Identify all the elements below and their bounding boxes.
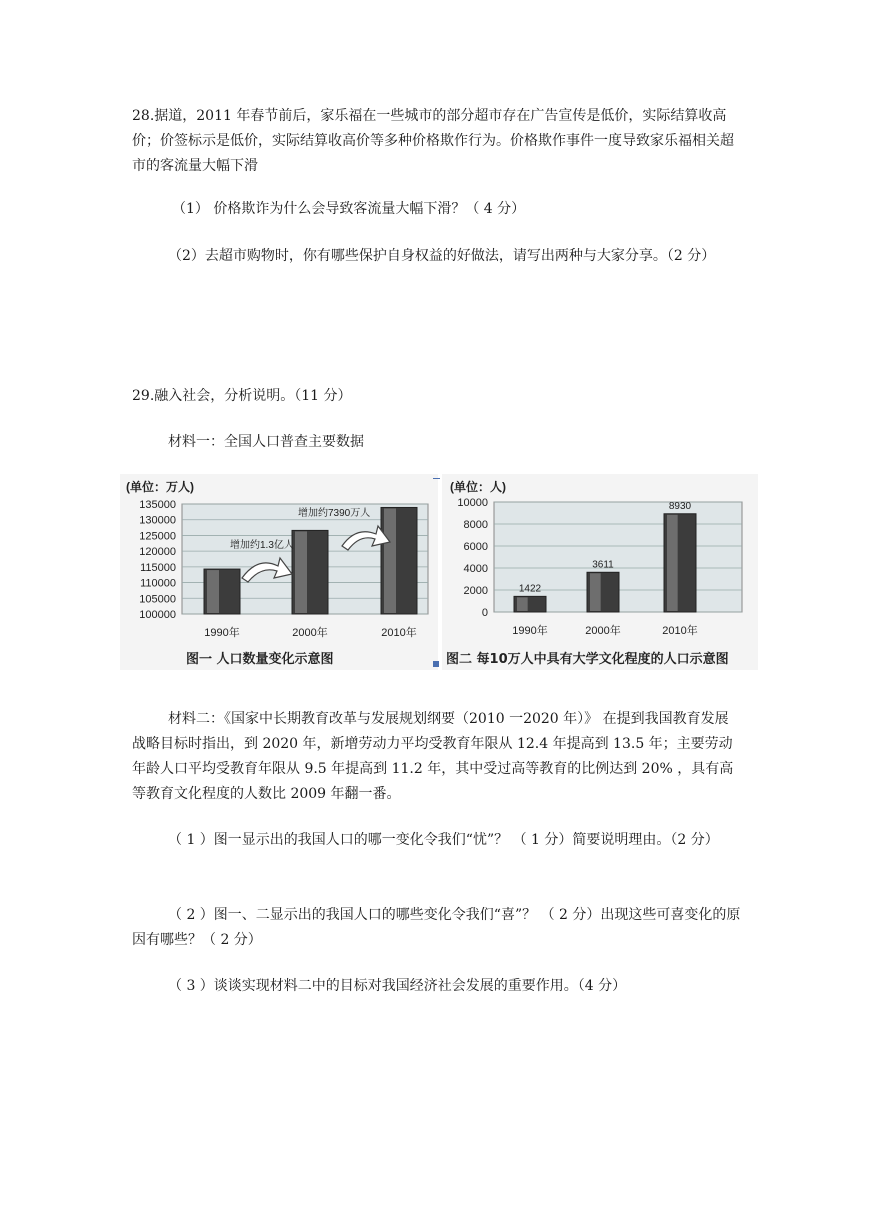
c1-ytick-label: 130000	[139, 514, 176, 527]
c1-ytick-label: 135000	[139, 499, 176, 511]
c2-xtick-label: 2000年	[585, 625, 621, 637]
q29-sub2: （ 2 ）图一、二显示出的我国人口的哪些变化令我们“喜”？ （ 2 分）出现这些可喜变化的原因有哪些？（ 2 分）	[132, 907, 741, 948]
c2-bar	[664, 514, 696, 612]
c1-ytick-label: 120000	[139, 546, 176, 559]
c2-data-label: 3611	[592, 559, 614, 571]
chart-population-annotation-1: 增加约1.3亿人	[230, 540, 294, 551]
c2-data-label: 1422	[518, 583, 542, 595]
chart-education	[442, 474, 758, 670]
c1-bar	[381, 507, 417, 614]
c2-bar	[587, 572, 619, 612]
q29-sub3: （ 3 ）谈谈实现材料二中的目标对我国经济社会发展的重要作用。（4 分）	[168, 978, 627, 994]
chart-education-unit: (单位：人)	[450, 480, 506, 494]
chart-education-svg	[442, 474, 758, 670]
c1-xtick-label: 2010年	[381, 627, 417, 639]
c2-xtick-label: 1990年	[512, 625, 548, 637]
chart-population-annotation-2: 增加约7390万人	[298, 508, 371, 519]
c1-ytick-label: 115000	[140, 561, 176, 574]
chart-handle-top	[433, 478, 440, 479]
chart-handle-bottom	[433, 661, 439, 667]
c2-data-label: 8930	[668, 500, 692, 512]
q28-sub2: （2）去超市购物时，你有哪些保护自身权益的好做法，请写出两种与大家分享。（2 分）	[168, 248, 716, 264]
chart-population	[120, 474, 438, 670]
c1-ytick-label: 125000	[139, 530, 176, 543]
c2-ytick-label: 0	[481, 607, 488, 619]
q29-material2: 材料二：《国家中长期教育改革与发展规划纲要（2010 一2020 年）》 在提到我国教育发展战略目标时指出，到 2020 年，新增劳动力平均受教育年限从 12.4 年提高到 13.5 年；主要劳动年龄人口平均受教育年限从 9.5 年提高到 11.2 年，其中受过高等教育的比例达到 20% ，具有高等教育文化程度的人数比 2009 年翻一番。	[132, 711, 734, 802]
chart-education-title: 图二 每10万人中具有大学文化程度的人口示意图	[446, 652, 729, 667]
c1-ytick-label: 105000	[139, 593, 176, 606]
q28-text: 28.据道，2011 年春节前后，家乐福在一些城市的部分超市存在广告宣传是低价，实际结算收高价；价签标示是低价，实际结算收高价等多种价格欺作行为。价格欺作事件一度导致家乐福相关超市的客流量大幅下滑	[132, 108, 734, 174]
c2-ytick-label: 10000	[457, 497, 488, 509]
q28-sub1: （1） 价格欺诈为什么会导致客流量大幅下滑？（ 4 分）	[172, 201, 526, 217]
c2-xtick-label: 2010年	[662, 625, 698, 637]
q29-title: 29.融入社会，分析说明。（11 分）	[132, 388, 352, 404]
c1-bar	[204, 569, 240, 614]
c2-bar	[514, 596, 546, 612]
c1-ytick-label: 110000	[140, 577, 176, 590]
c1-xtick-label: 1990年	[204, 627, 240, 639]
q29-material1: 材料一：全国人口普查主要数据	[168, 434, 364, 450]
c2-ytick-label: 4000	[463, 563, 488, 575]
chart-population-svg	[120, 474, 438, 670]
c2-ytick-label: 2000	[463, 585, 488, 597]
q29-sub1: （ 1 ）图一显示出的我国人口的哪一变化令我们“忧”？ （ 1 分）简要说明理由。（2 分）	[168, 832, 719, 848]
c2-ytick-label: 6000	[463, 541, 488, 553]
chart-population-title: 图一 人口数量变化示意图	[186, 652, 334, 667]
c1-ytick-label: 100000	[139, 609, 176, 621]
c1-xtick-label: 2000年	[292, 627, 328, 639]
c1-bar	[292, 530, 328, 614]
chart-population-unit: (单位：万人)	[126, 480, 194, 494]
c2-ytick-label: 8000	[463, 519, 488, 531]
